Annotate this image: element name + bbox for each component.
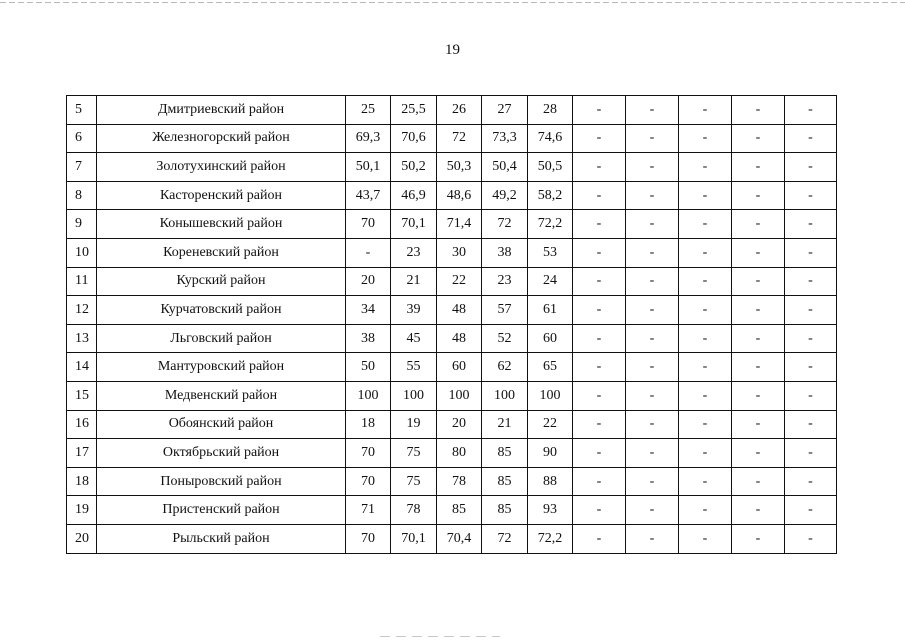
row-number-cell: 10 xyxy=(67,238,97,267)
value-cell: - xyxy=(679,381,732,410)
value-cell: 72 xyxy=(482,524,528,553)
value-cell: - xyxy=(573,238,626,267)
value-cell: - xyxy=(626,267,679,296)
value-cell: - xyxy=(573,153,626,182)
value-cell: - xyxy=(732,439,785,468)
value-cell: 25,5 xyxy=(391,96,437,125)
value-cell: 100 xyxy=(346,381,391,410)
value-cell: 50,5 xyxy=(528,153,573,182)
row-number-cell: 20 xyxy=(67,524,97,553)
value-cell: - xyxy=(626,181,679,210)
value-cell: 100 xyxy=(437,381,482,410)
value-cell: 53 xyxy=(528,238,573,267)
value-cell: 60 xyxy=(528,324,573,353)
value-cell: - xyxy=(679,496,732,525)
value-cell: 45 xyxy=(391,324,437,353)
value-cell: 80 xyxy=(437,439,482,468)
value-cell: 72 xyxy=(482,210,528,239)
value-cell: 43,7 xyxy=(346,181,391,210)
value-cell: 61 xyxy=(528,296,573,325)
value-cell: - xyxy=(785,181,837,210)
value-cell: - xyxy=(626,381,679,410)
value-cell: 70 xyxy=(346,467,391,496)
value-cell: - xyxy=(679,96,732,125)
value-cell: - xyxy=(785,267,837,296)
value-cell: 50,3 xyxy=(437,153,482,182)
value-cell: - xyxy=(785,524,837,553)
value-cell: - xyxy=(732,124,785,153)
value-cell: 69,3 xyxy=(346,124,391,153)
value-cell: 48 xyxy=(437,296,482,325)
district-name-cell: Золотухинский район xyxy=(97,153,346,182)
table-body xyxy=(67,96,837,554)
district-name-cell: Обоянский район xyxy=(97,410,346,439)
value-cell: 50,2 xyxy=(391,153,437,182)
district-name-cell: Конышевский район xyxy=(97,210,346,239)
value-cell: 23 xyxy=(482,267,528,296)
value-cell: - xyxy=(785,496,837,525)
value-cell: - xyxy=(626,524,679,553)
value-cell: 100 xyxy=(391,381,437,410)
value-cell: 72,2 xyxy=(528,210,573,239)
value-cell: - xyxy=(732,238,785,267)
value-cell: - xyxy=(732,210,785,239)
value-cell: - xyxy=(679,238,732,267)
value-cell: - xyxy=(732,467,785,496)
table-row xyxy=(67,210,837,239)
value-cell: - xyxy=(573,410,626,439)
value-cell: 72,2 xyxy=(528,524,573,553)
row-number-cell: 8 xyxy=(67,181,97,210)
value-cell: - xyxy=(626,439,679,468)
value-cell: 62 xyxy=(482,353,528,382)
value-cell: - xyxy=(573,467,626,496)
value-cell: - xyxy=(785,238,837,267)
district-name-cell: Мантуровский район xyxy=(97,353,346,382)
value-cell: - xyxy=(573,439,626,468)
table-row xyxy=(67,296,837,325)
value-cell: - xyxy=(679,353,732,382)
value-cell: 100 xyxy=(482,381,528,410)
value-cell: 72 xyxy=(437,124,482,153)
table-row xyxy=(67,267,837,296)
district-name-cell: Пристенский район xyxy=(97,496,346,525)
district-name-cell: Рыльский район xyxy=(97,524,346,553)
value-cell: 70,1 xyxy=(391,210,437,239)
value-cell: - xyxy=(785,210,837,239)
row-number-cell: 17 xyxy=(67,439,97,468)
value-cell: - xyxy=(785,410,837,439)
value-cell: 38 xyxy=(346,324,391,353)
value-cell: - xyxy=(785,153,837,182)
table-row xyxy=(67,96,837,125)
district-name-cell: Медвенский район xyxy=(97,381,346,410)
value-cell: 70 xyxy=(346,524,391,553)
row-number-cell: 12 xyxy=(67,296,97,325)
value-cell: - xyxy=(573,181,626,210)
value-cell: - xyxy=(732,96,785,125)
value-cell: 88 xyxy=(528,467,573,496)
value-cell: - xyxy=(732,353,785,382)
district-name-cell: Курский район xyxy=(97,267,346,296)
value-cell: - xyxy=(346,238,391,267)
value-cell: 78 xyxy=(437,467,482,496)
value-cell: - xyxy=(732,496,785,525)
row-number-cell: 7 xyxy=(67,153,97,182)
table-row xyxy=(67,467,837,496)
table-row xyxy=(67,381,837,410)
value-cell: - xyxy=(785,439,837,468)
value-cell: - xyxy=(626,324,679,353)
value-cell: - xyxy=(732,381,785,410)
value-cell: - xyxy=(573,353,626,382)
value-cell: 27 xyxy=(482,96,528,125)
value-cell: - xyxy=(626,410,679,439)
value-cell: 20 xyxy=(437,410,482,439)
value-cell: 85 xyxy=(437,496,482,525)
table-row xyxy=(67,153,837,182)
district-name-cell: Железногорский район xyxy=(97,124,346,153)
value-cell: 75 xyxy=(391,439,437,468)
value-cell: - xyxy=(679,153,732,182)
row-number-cell: 14 xyxy=(67,353,97,382)
row-number-cell: 11 xyxy=(67,267,97,296)
row-number-cell: 6 xyxy=(67,124,97,153)
district-name-cell: Курчатовский район xyxy=(97,296,346,325)
district-name-cell: Касторенский район xyxy=(97,181,346,210)
value-cell: 39 xyxy=(391,296,437,325)
value-cell: - xyxy=(573,210,626,239)
value-cell: 50,4 xyxy=(482,153,528,182)
value-cell: 85 xyxy=(482,467,528,496)
value-cell: 18 xyxy=(346,410,391,439)
row-number-cell: 19 xyxy=(67,496,97,525)
value-cell: 70 xyxy=(346,439,391,468)
value-cell: - xyxy=(626,153,679,182)
value-cell: - xyxy=(732,296,785,325)
table-row xyxy=(67,524,837,553)
district-name-cell: Поныровский район xyxy=(97,467,346,496)
value-cell: - xyxy=(785,124,837,153)
row-number-cell: 18 xyxy=(67,467,97,496)
value-cell: 26 xyxy=(437,96,482,125)
table-row xyxy=(67,496,837,525)
value-cell: - xyxy=(626,124,679,153)
value-cell: 85 xyxy=(482,439,528,468)
value-cell: - xyxy=(732,324,785,353)
value-cell: 70,4 xyxy=(437,524,482,553)
value-cell: - xyxy=(679,181,732,210)
value-cell: - xyxy=(626,496,679,525)
value-cell: - xyxy=(573,496,626,525)
value-cell: - xyxy=(732,410,785,439)
value-cell: - xyxy=(732,267,785,296)
value-cell: 93 xyxy=(528,496,573,525)
value-cell: - xyxy=(679,439,732,468)
value-cell: - xyxy=(785,324,837,353)
value-cell: 21 xyxy=(482,410,528,439)
value-cell: - xyxy=(573,381,626,410)
value-cell: 70,6 xyxy=(391,124,437,153)
value-cell: 48 xyxy=(437,324,482,353)
row-number-cell: 5 xyxy=(67,96,97,125)
value-cell: - xyxy=(732,524,785,553)
value-cell: - xyxy=(626,467,679,496)
scan-edge-top xyxy=(0,2,905,3)
value-cell: 65 xyxy=(528,353,573,382)
value-cell: 75 xyxy=(391,467,437,496)
value-cell: 52 xyxy=(482,324,528,353)
value-cell: 20 xyxy=(346,267,391,296)
value-cell: - xyxy=(679,467,732,496)
row-number-cell: 15 xyxy=(67,381,97,410)
value-cell: - xyxy=(573,124,626,153)
value-cell: - xyxy=(785,467,837,496)
scan-edge-bottom xyxy=(380,636,500,637)
value-cell: 90 xyxy=(528,439,573,468)
district-name-cell: Октябрьский район xyxy=(97,439,346,468)
value-cell: 24 xyxy=(528,267,573,296)
table-row xyxy=(67,181,837,210)
value-cell: 71 xyxy=(346,496,391,525)
value-cell: 70,1 xyxy=(391,524,437,553)
value-cell: - xyxy=(785,296,837,325)
district-name-cell: Кореневский район xyxy=(97,238,346,267)
value-cell: 23 xyxy=(391,238,437,267)
value-cell: 50 xyxy=(346,353,391,382)
value-cell: - xyxy=(679,410,732,439)
value-cell: - xyxy=(626,238,679,267)
page-number: 19 xyxy=(445,42,460,58)
table-row xyxy=(67,124,837,153)
value-cell: 73,3 xyxy=(482,124,528,153)
value-cell: 71,4 xyxy=(437,210,482,239)
value-cell: 70 xyxy=(346,210,391,239)
value-cell: - xyxy=(626,210,679,239)
value-cell: - xyxy=(785,353,837,382)
value-cell: 30 xyxy=(437,238,482,267)
value-cell: 19 xyxy=(391,410,437,439)
value-cell: - xyxy=(679,267,732,296)
table-row xyxy=(67,439,837,468)
value-cell: - xyxy=(679,296,732,325)
value-cell: - xyxy=(573,524,626,553)
value-cell: - xyxy=(626,96,679,125)
value-cell: - xyxy=(785,381,837,410)
value-cell: 21 xyxy=(391,267,437,296)
value-cell: 100 xyxy=(528,381,573,410)
value-cell: 49,2 xyxy=(482,181,528,210)
table-row xyxy=(67,238,837,267)
value-cell: - xyxy=(573,267,626,296)
value-cell: 48,6 xyxy=(437,181,482,210)
value-cell: 38 xyxy=(482,238,528,267)
value-cell: 55 xyxy=(391,353,437,382)
value-cell: 50,1 xyxy=(346,153,391,182)
value-cell: 25 xyxy=(346,96,391,125)
value-cell: - xyxy=(679,210,732,239)
value-cell: - xyxy=(626,353,679,382)
value-cell: 28 xyxy=(528,96,573,125)
district-data-table xyxy=(66,95,837,554)
value-cell: - xyxy=(679,324,732,353)
value-cell: 22 xyxy=(437,267,482,296)
value-cell: 85 xyxy=(482,496,528,525)
value-cell: - xyxy=(626,296,679,325)
row-number-cell: 9 xyxy=(67,210,97,239)
value-cell: - xyxy=(573,296,626,325)
value-cell: - xyxy=(732,181,785,210)
value-cell: - xyxy=(573,324,626,353)
district-name-cell: Дмитриевский район xyxy=(97,96,346,125)
value-cell: 46,9 xyxy=(391,181,437,210)
value-cell: - xyxy=(732,153,785,182)
value-cell: 57 xyxy=(482,296,528,325)
value-cell: 34 xyxy=(346,296,391,325)
district-name-cell: Льговский район xyxy=(97,324,346,353)
value-cell: 74,6 xyxy=(528,124,573,153)
value-cell: - xyxy=(785,96,837,125)
value-cell: - xyxy=(573,96,626,125)
row-number-cell: 16 xyxy=(67,410,97,439)
table-row xyxy=(67,410,837,439)
value-cell: - xyxy=(679,124,732,153)
value-cell: 60 xyxy=(437,353,482,382)
table-row xyxy=(67,324,837,353)
value-cell: 22 xyxy=(528,410,573,439)
value-cell: - xyxy=(679,524,732,553)
value-cell: 78 xyxy=(391,496,437,525)
value-cell: 58,2 xyxy=(528,181,573,210)
row-number-cell: 13 xyxy=(67,324,97,353)
table-row xyxy=(67,353,837,382)
